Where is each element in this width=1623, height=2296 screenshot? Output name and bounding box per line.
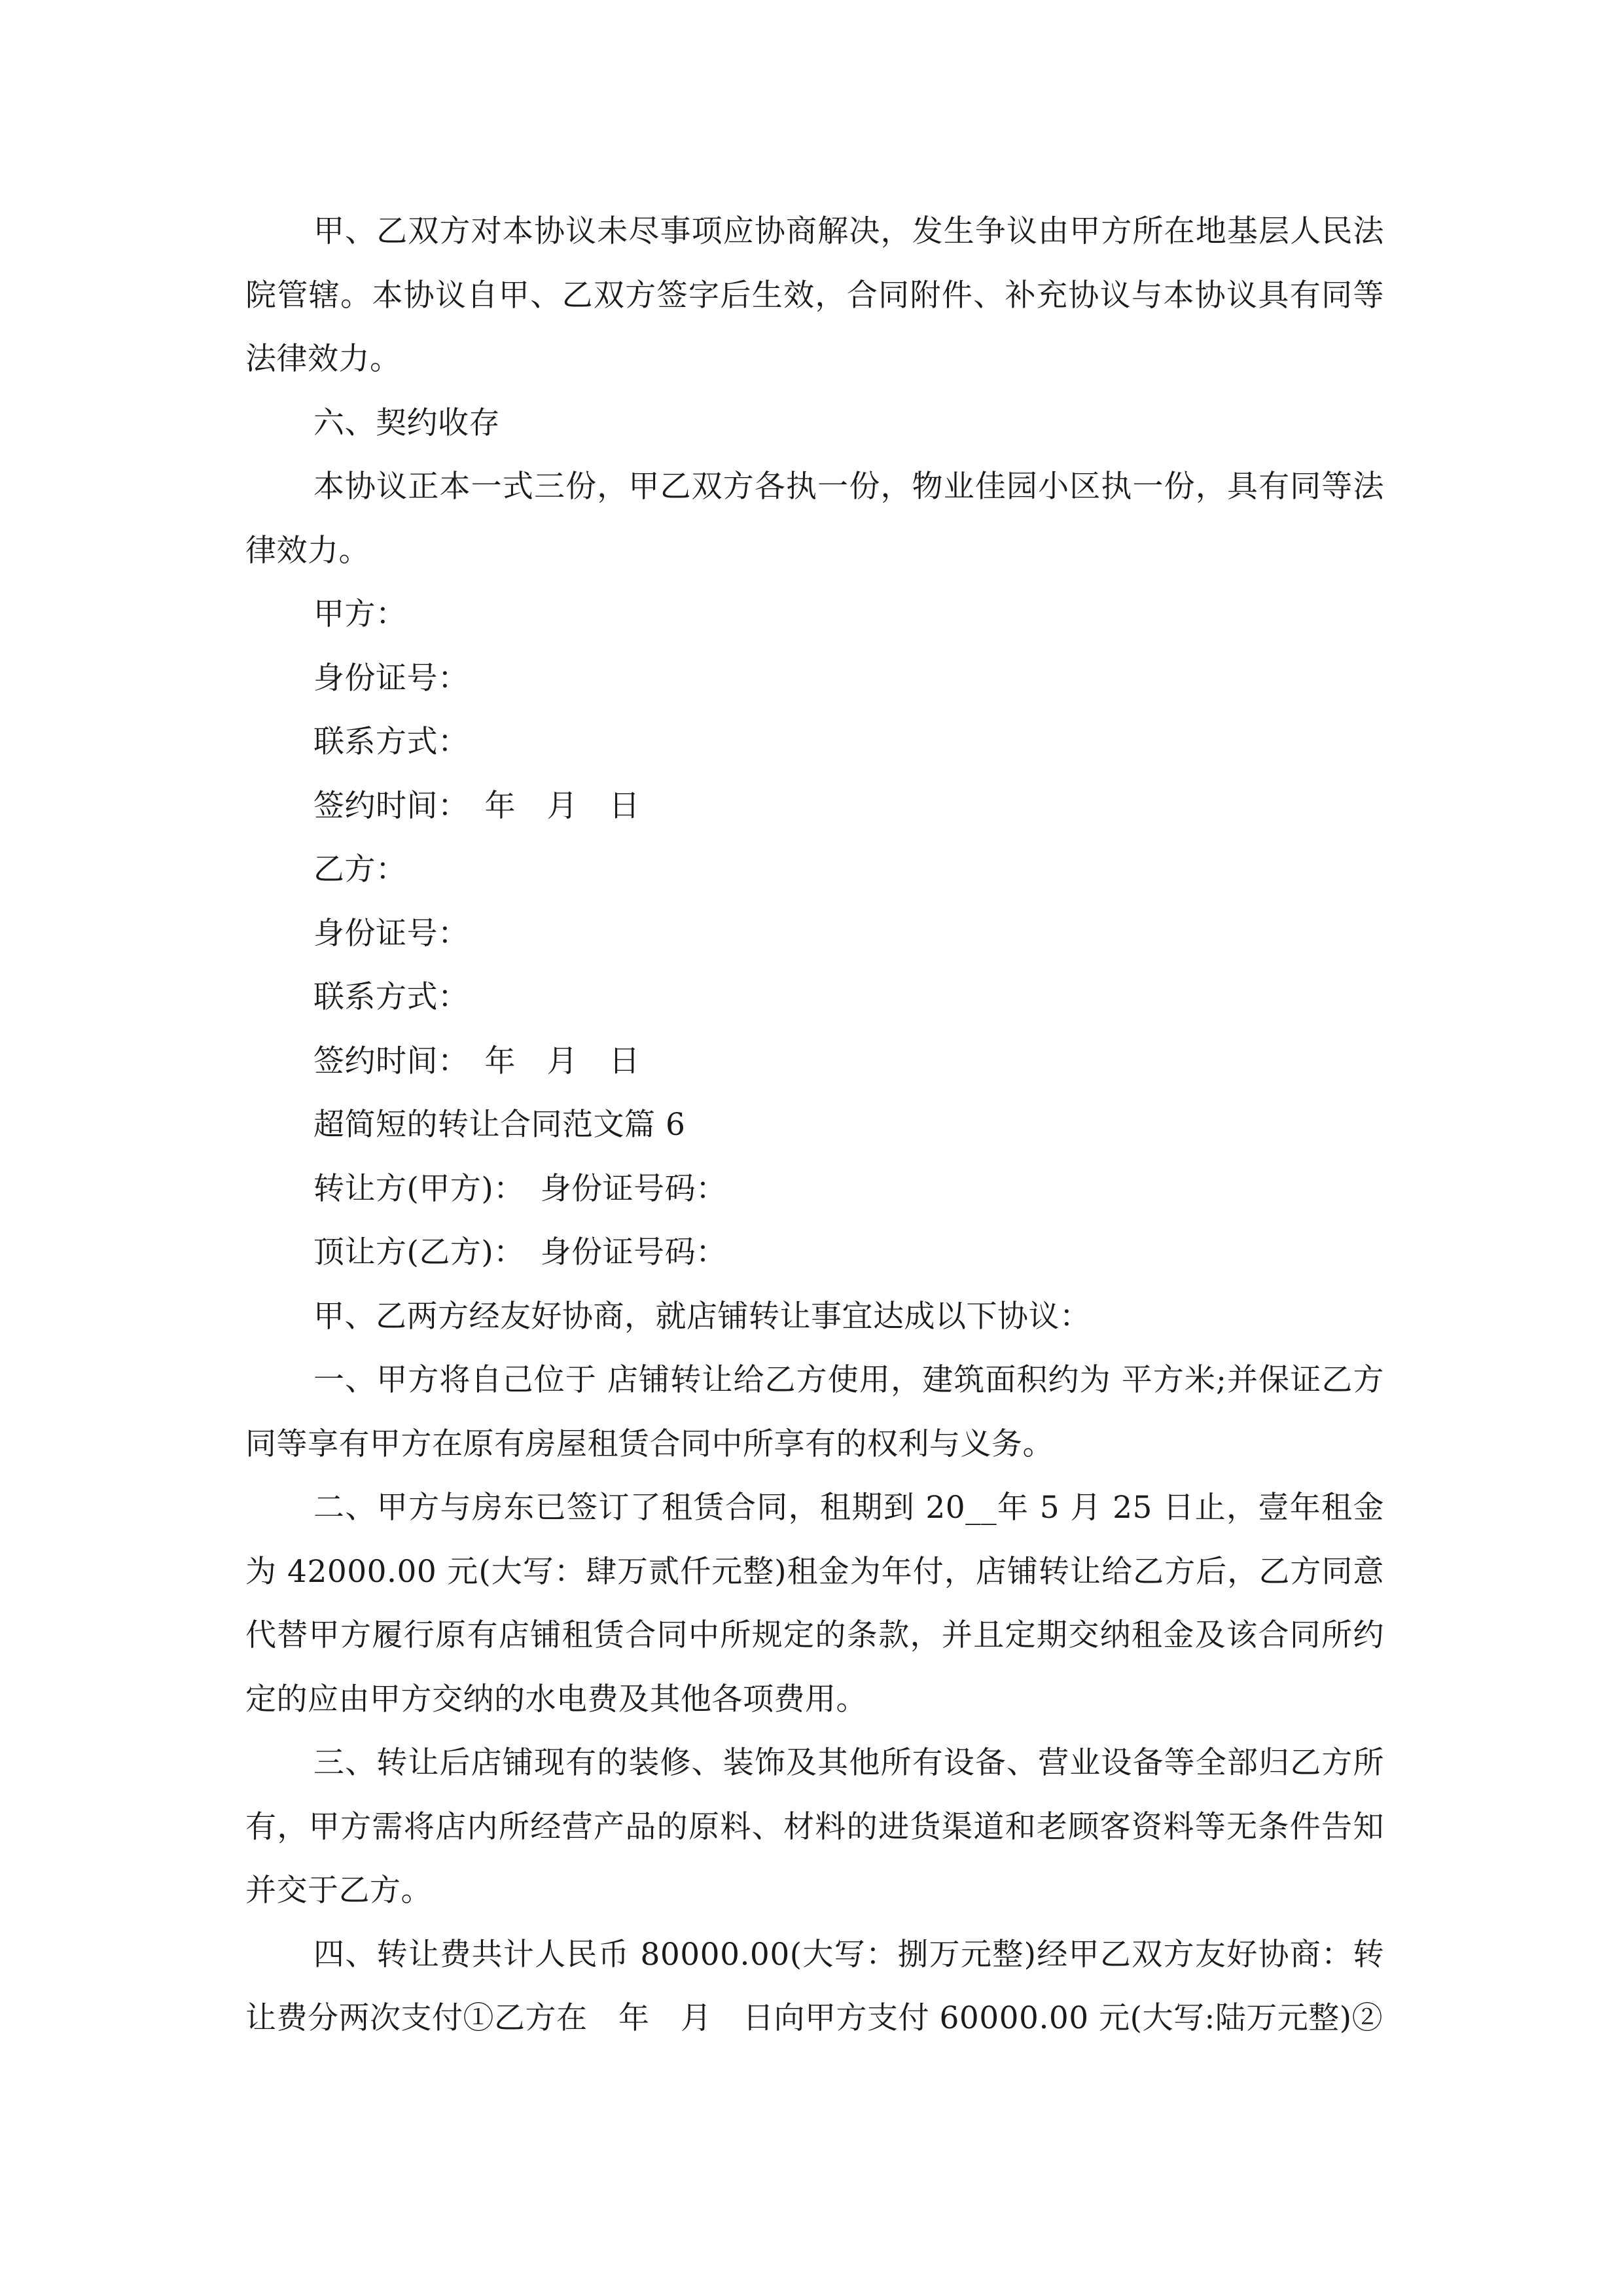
transferee-line: 顶让方(乙方)： 身份证号码： — [313, 1234, 727, 1270]
party-a-id-number: 身份证号： — [313, 660, 469, 696]
clause-one: 一、甲方将自己位于 店铺转让给乙方使用，建筑面积约为 平方米;并保证乙方同等享有甲方在原有房屋租赁合同中所享有的权利与义务。 — [245, 1362, 1384, 1462]
party-a-contact: 联系方式： — [313, 724, 469, 760]
clause-four: 四、转让费共计人民币 80000.00(大写：捌万元整)经甲乙双方友好协商：转让费分两次支付①乙方在 年 月 日向甲方支付 60000.00 元(大写:陆万元整)② — [245, 1936, 1384, 2036]
clause-two: 二、甲方与房东已签订了租赁合同，租期到 20__年 5 月 25 日止，壹年租金为 42000.00 元(大写：肆万贰仟元整)租金为年付，店铺转让给乙方后，乙方同意代替甲方履行原有店铺租赁合同中所规定的条款，并且定期交纳租金及该合同所约定的应由甲方交纳的水电费及其他各项费用。 — [245, 1490, 1384, 1717]
party-a-label: 甲方： — [313, 596, 407, 632]
section-heading-contract-storage: 六、契约收存 — [313, 404, 500, 441]
party-b-id-number: 身份证号： — [313, 915, 469, 952]
article-title: 超简短的转让合同范文篇 6 — [313, 1107, 686, 1143]
party-b-label: 乙方： — [313, 852, 407, 888]
paragraph-dispute-resolution: 甲、乙双方对本协议未尽事项应协商解决，发生争议由甲方所在地基层人民法院管辖。本协议自甲、乙双方签字后生效，合同附件、补充协议与本协议具有同等法律效力。 — [245, 213, 1384, 377]
paragraph-copies: 本协议正本一式三份，甲乙双方各执一份，物业佳园小区执一份，具有同等法律效力。 — [245, 469, 1384, 569]
party-a-sign-date: 签约时间： 年 月 日 — [313, 787, 640, 824]
document-page — [245, 200, 1384, 2051]
clause-three: 三、转让后店铺现有的装修、装饰及其他所有设备、营业设备等全部归乙方所有，甲方需将店内所经营产品的原料、材料的进货渠道和老顾客资料等无条件告知并交于乙方。 — [245, 1745, 1384, 1909]
party-b-sign-date: 签约时间： 年 月 日 — [313, 1043, 640, 1079]
party-b-contact: 联系方式： — [313, 979, 469, 1015]
transferor-line: 转让方(甲方)： 身份证号码： — [313, 1170, 727, 1207]
paragraph-agreement-intro: 甲、乙两方经友好协商，就店铺转让事宜达成以下协议： — [313, 1298, 1091, 1335]
